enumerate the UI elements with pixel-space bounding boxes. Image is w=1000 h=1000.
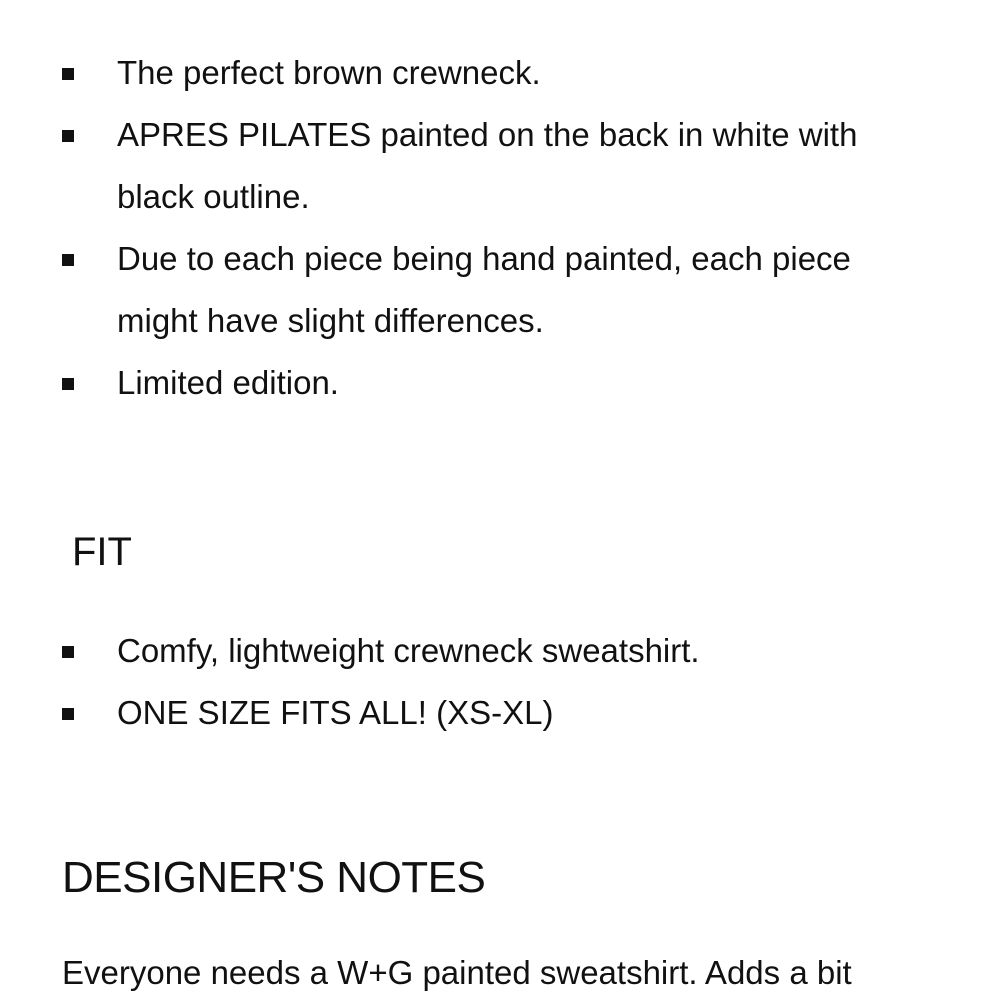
list-item-text: APRES PILATES painted on the back in white with black outline.: [117, 116, 858, 215]
details-list: [0, 42, 1000, 414]
designer-notes-heading: DESIGNER'S NOTES: [62, 853, 486, 902]
fit-list: [0, 620, 1000, 744]
list-item-text: Due to each piece being hand painted, each piece might have slight differences.: [117, 240, 851, 339]
list-item-text: ONE SIZE FITS ALL! (XS-XL): [117, 694, 554, 731]
square-bullet-icon: [62, 646, 74, 658]
list-item: [0, 104, 1000, 228]
square-bullet-icon: [62, 130, 74, 142]
list-item: [0, 228, 1000, 352]
designer-notes-text: Everyone needs a W+G painted sweatshirt. Adds a bit: [62, 954, 852, 991]
fit-heading: FIT: [72, 530, 132, 574]
list-item: [0, 352, 1000, 414]
square-bullet-icon: [62, 254, 74, 266]
list-item: [0, 682, 1000, 744]
list-item-text: The perfect brown crewneck.: [117, 54, 541, 91]
list-item: [0, 620, 1000, 682]
square-bullet-icon: [62, 378, 74, 390]
list-item-text: Limited edition.: [117, 364, 339, 401]
square-bullet-icon: [62, 68, 74, 80]
list-item: [0, 42, 1000, 104]
square-bullet-icon: [62, 708, 74, 720]
list-item-text: Comfy, lightweight crewneck sweatshirt.: [117, 632, 700, 669]
